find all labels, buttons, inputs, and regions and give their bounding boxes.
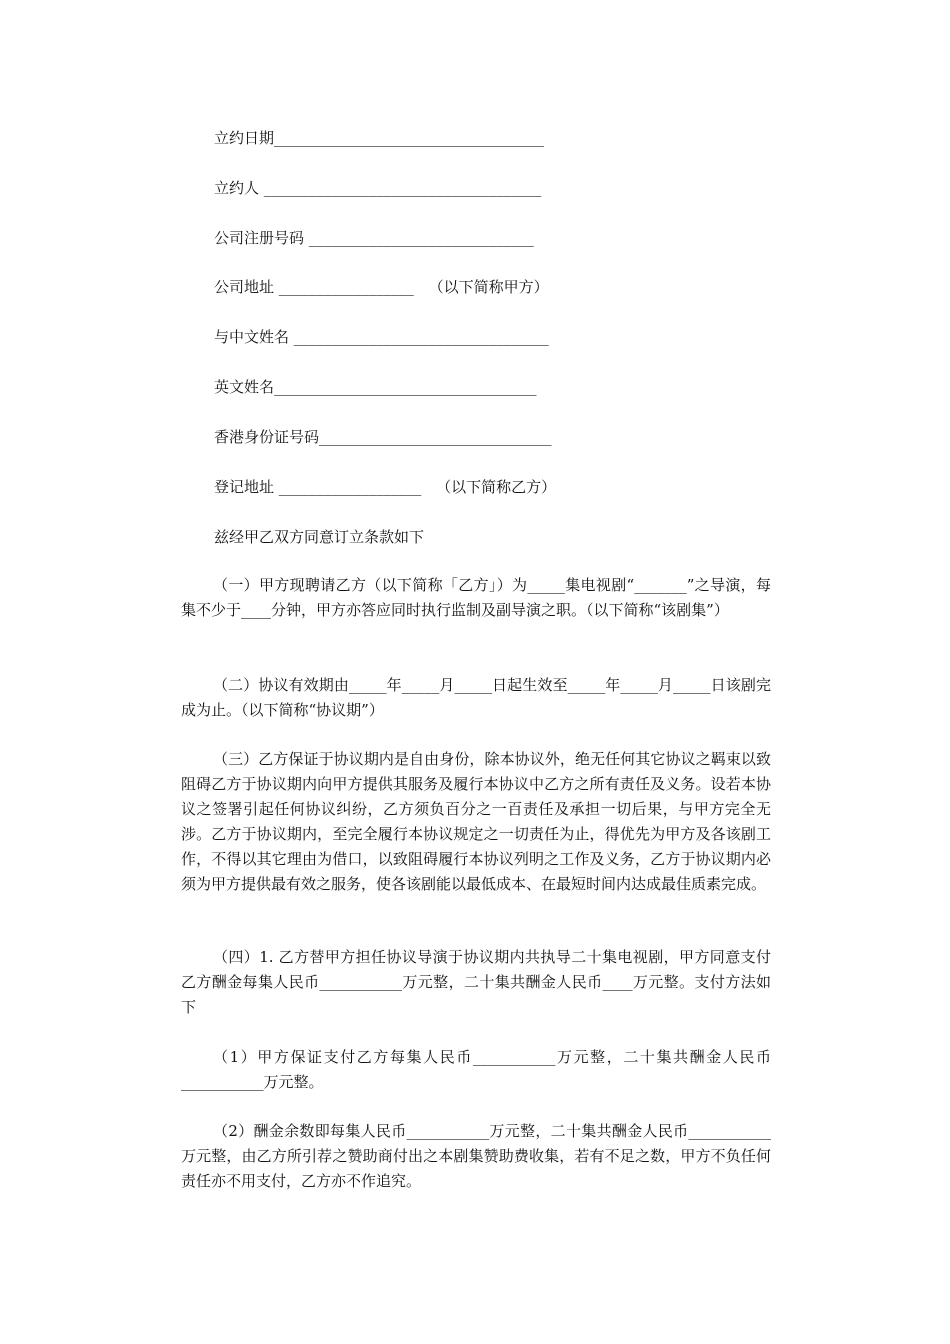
field-label: 与中文姓名 bbox=[214, 328, 290, 346]
clause-4-1: （1）甲方保证支付乙方每集人民币___________万元整，二十集共酬金人民币___________万元整。 bbox=[181, 1048, 771, 1091]
field-blank: _____________________________________ bbox=[263, 179, 542, 197]
field-blank: ______________________________ bbox=[308, 229, 534, 247]
field-contractor bbox=[214, 178, 541, 198]
clause-4: （四）1. 乙方替甲方担任协议导演于协议期内共执导二十集电视剧，甲方同意支付乙方酬金每集人民币___________万元整，二十集共酬金人民币____万元整。支付方法如下 bbox=[181, 948, 771, 1016]
field-blank: ____________________________________ bbox=[274, 129, 545, 147]
intro-text: 兹经甲乙双方同意订立条款如下 bbox=[214, 528, 425, 546]
clause-3: （三）乙方保证于协议期内是自由身份，除本协议外，绝无任何其它协议之羁束以致阻碍乙方于协议期内向甲方提供其服务及履行本协议中乙方之所有责任及义务。设若本协议之签署引起任何协议纠纷，乙方须负百分之一百责任及承担一切后果，与甲方完全无涉。乙方于协议期内，至完全履行本协议规定之一切责任为止，得优先为甲方及各该剧工作，不得以其它理由为借口，以致阻碍履行本协议列明之工作及义务，乙方于协议期内必须为甲方提供最有效之服务，使各该剧能以最低成本、在最短时间内达成最佳质素完成。 bbox=[181, 750, 771, 893]
field-blank: __________________ bbox=[278, 278, 414, 296]
field-label: 立约人 bbox=[214, 179, 260, 197]
clause-1: （一）甲方现聘请乙方（以下简称「乙方」）为_____集电视剧“_______”之导演，每集不少于____分钟，甲方亦答应同时执行监制及副导演之职。（以下简称“该剧集”） bbox=[181, 576, 771, 619]
field-label: 英文姓名 bbox=[214, 378, 275, 396]
field-label: 公司地址 bbox=[214, 278, 275, 296]
clause-2: （二）协议有效期由_____年_____月_____日起生效至_____年_____月_____日该剧完成为止。（以下简称“协议期”） bbox=[181, 676, 771, 719]
clause-4-2: （2）酬金余数即每集人民币___________万元整，二十集共酬金人民币___________万元整，由乙方所引荐之赞助商付出之本剧集赞助费收集，若有不足之数，甲方不负任何责任亦不用支付，乙方亦不作追究。 bbox=[181, 1122, 771, 1190]
field-hk-id-number bbox=[214, 427, 552, 447]
field-contract-date bbox=[214, 128, 544, 148]
field-company-address bbox=[214, 277, 549, 297]
field-chinese-name bbox=[214, 327, 549, 347]
field-registered-address bbox=[214, 477, 556, 497]
field-suffix: （以下简称甲方） bbox=[428, 278, 549, 296]
field-label: 立约日期 bbox=[214, 129, 275, 147]
field-company-reg-number bbox=[214, 228, 534, 248]
field-blank: ___________________ bbox=[278, 478, 422, 496]
field-blank: _______________________________ bbox=[319, 428, 552, 446]
field-label: 登记地址 bbox=[214, 478, 275, 496]
field-label: 公司注册号码 bbox=[214, 229, 305, 247]
field-blank: ___________________________________ bbox=[274, 378, 537, 396]
field-label: 香港身份证号码 bbox=[214, 428, 320, 446]
field-blank: __________________________________ bbox=[293, 328, 549, 346]
field-suffix: （以下简称乙方） bbox=[436, 478, 557, 496]
field-english-name bbox=[214, 377, 537, 397]
